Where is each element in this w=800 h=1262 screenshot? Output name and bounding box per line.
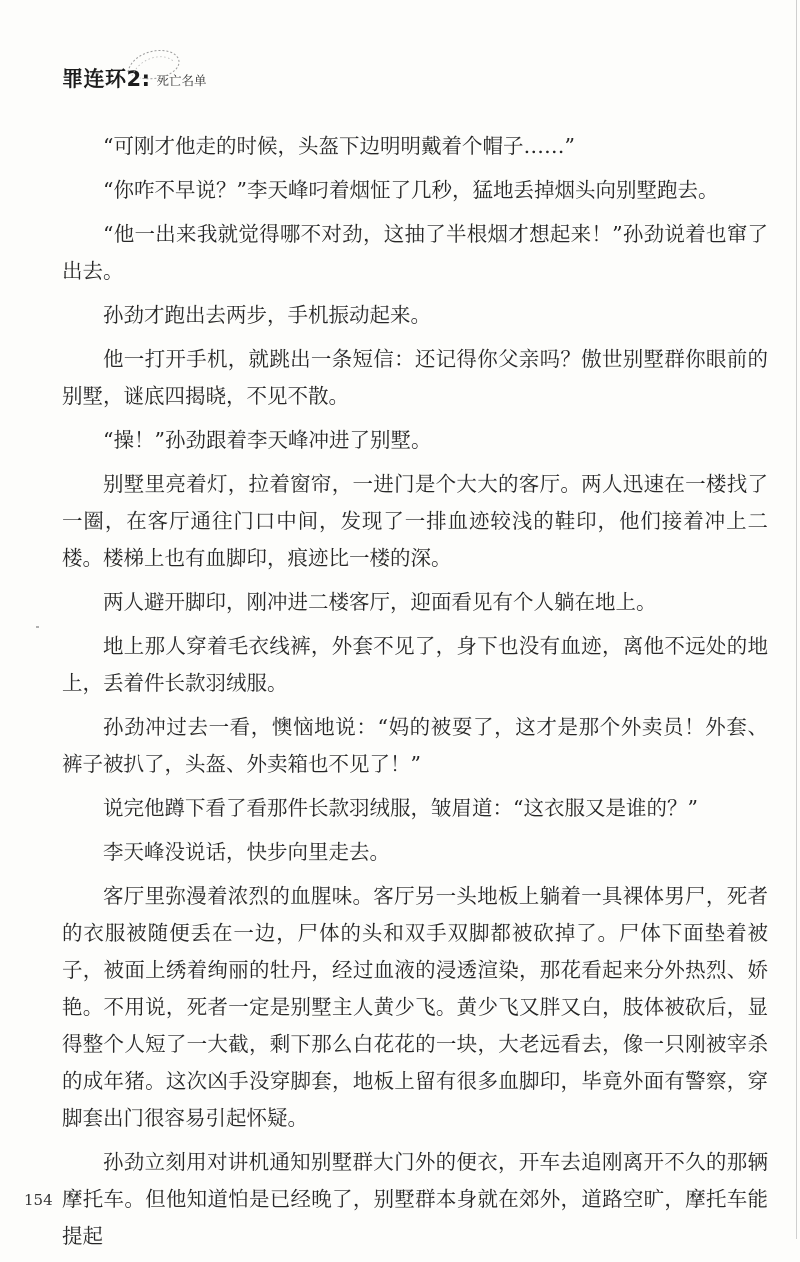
- paragraph: 别墅里亮着灯，拉着窗帘，一进门是个大大的客厅。两人迅速在一楼找了一圈，在客厅通往门口中间，发现了一排血迹较浅的鞋印，他们接着冲上二楼。楼梯上也有血脚印，痕迹比一楼的深。: [62, 472, 768, 570]
- paragraph: 孙劲立刻用对讲机通知别墅群大门外的便衣，开车去追刚离开不久的那辆摩托车。但他知道怕是已经晚了，别墅群本身就在郊外，道路空旷，摩托车能提起: [62, 1150, 768, 1248]
- paragraph: “你咋不早说？”李天峰叼着烟怔了几秒，猛地丢掉烟头向别墅跑去。: [103, 178, 719, 202]
- page-number: 154: [24, 1191, 53, 1209]
- paragraph: 孙劲冲过去一看，懊恼地说：“妈的被耍了，这才是那个外卖员！外套、裤子被扒了，头盔、外卖箱也不见了！”: [62, 715, 768, 776]
- book-subtitle: 死亡名单: [156, 72, 207, 88]
- body-text: [62, 128, 768, 1262]
- paragraph: 说完他蹲下看了看那件长款羽绒服，皱眉道：“这衣服又是谁的？”: [103, 796, 698, 820]
- swirl-ornament-icon: [122, 42, 184, 84]
- running-header: [62, 50, 207, 90]
- paragraph: “操！”孙劲跟着李天峰冲进了别墅。: [103, 428, 432, 452]
- paragraph: 李天峰没说话，快步向里走去。: [103, 840, 390, 864]
- paragraph: 客厅里弥漫着浓烈的血腥味。客厅另一头地板上躺着一具裸体男尸，死者的衣服被随便丢在一边，尸体的头和双手双脚都被砍掉了。尸体下面垫着被子，被面上绣着绚丽的牡丹，经过血液的浸透渲染，那花看起来分外热烈、娇艳。不用说，死者一定是别墅主人黄少飞。黄少飞又胖又白，肢体被砍后，显得整个人短了一大截，剩下那么白花花的一块，大老远看去，像一只刚被宰杀的成年猪。这次凶手没穿脚套，地板上留有很多血脚印，毕竟外面有警察，穿脚套出门很容易引起怀疑。: [62, 884, 768, 1130]
- paragraph: 孙劲才跑出去两步，手机振动起来。: [103, 303, 431, 327]
- paragraph: “他一出来我就觉得哪不对劲，这抽了半根烟才想起来！”孙劲说着也窜了出去。: [62, 222, 768, 283]
- scan-speck: [36, 626, 39, 628]
- paragraph: 两人避开脚印，刚冲进二楼客厅，迎面看见有个人躺在地上。: [103, 590, 657, 614]
- paragraph: 他一打开手机，就跳出一条短信：还记得你父亲吗？傲世别墅群你眼前的别墅，谜底四揭晓，不见不散。: [62, 347, 768, 408]
- paragraph: 地上那人穿着毛衣线裤，外套不见了，身下也没有血迹，离他不远处的地上，丢着件长款羽绒服。: [62, 634, 768, 695]
- series-title: 罪连环2:: [62, 67, 151, 91]
- paragraph: “可刚才他走的时候，头盔下边明明戴着个帽子……”: [103, 134, 575, 158]
- page-edge-line: [796, 0, 797, 1239]
